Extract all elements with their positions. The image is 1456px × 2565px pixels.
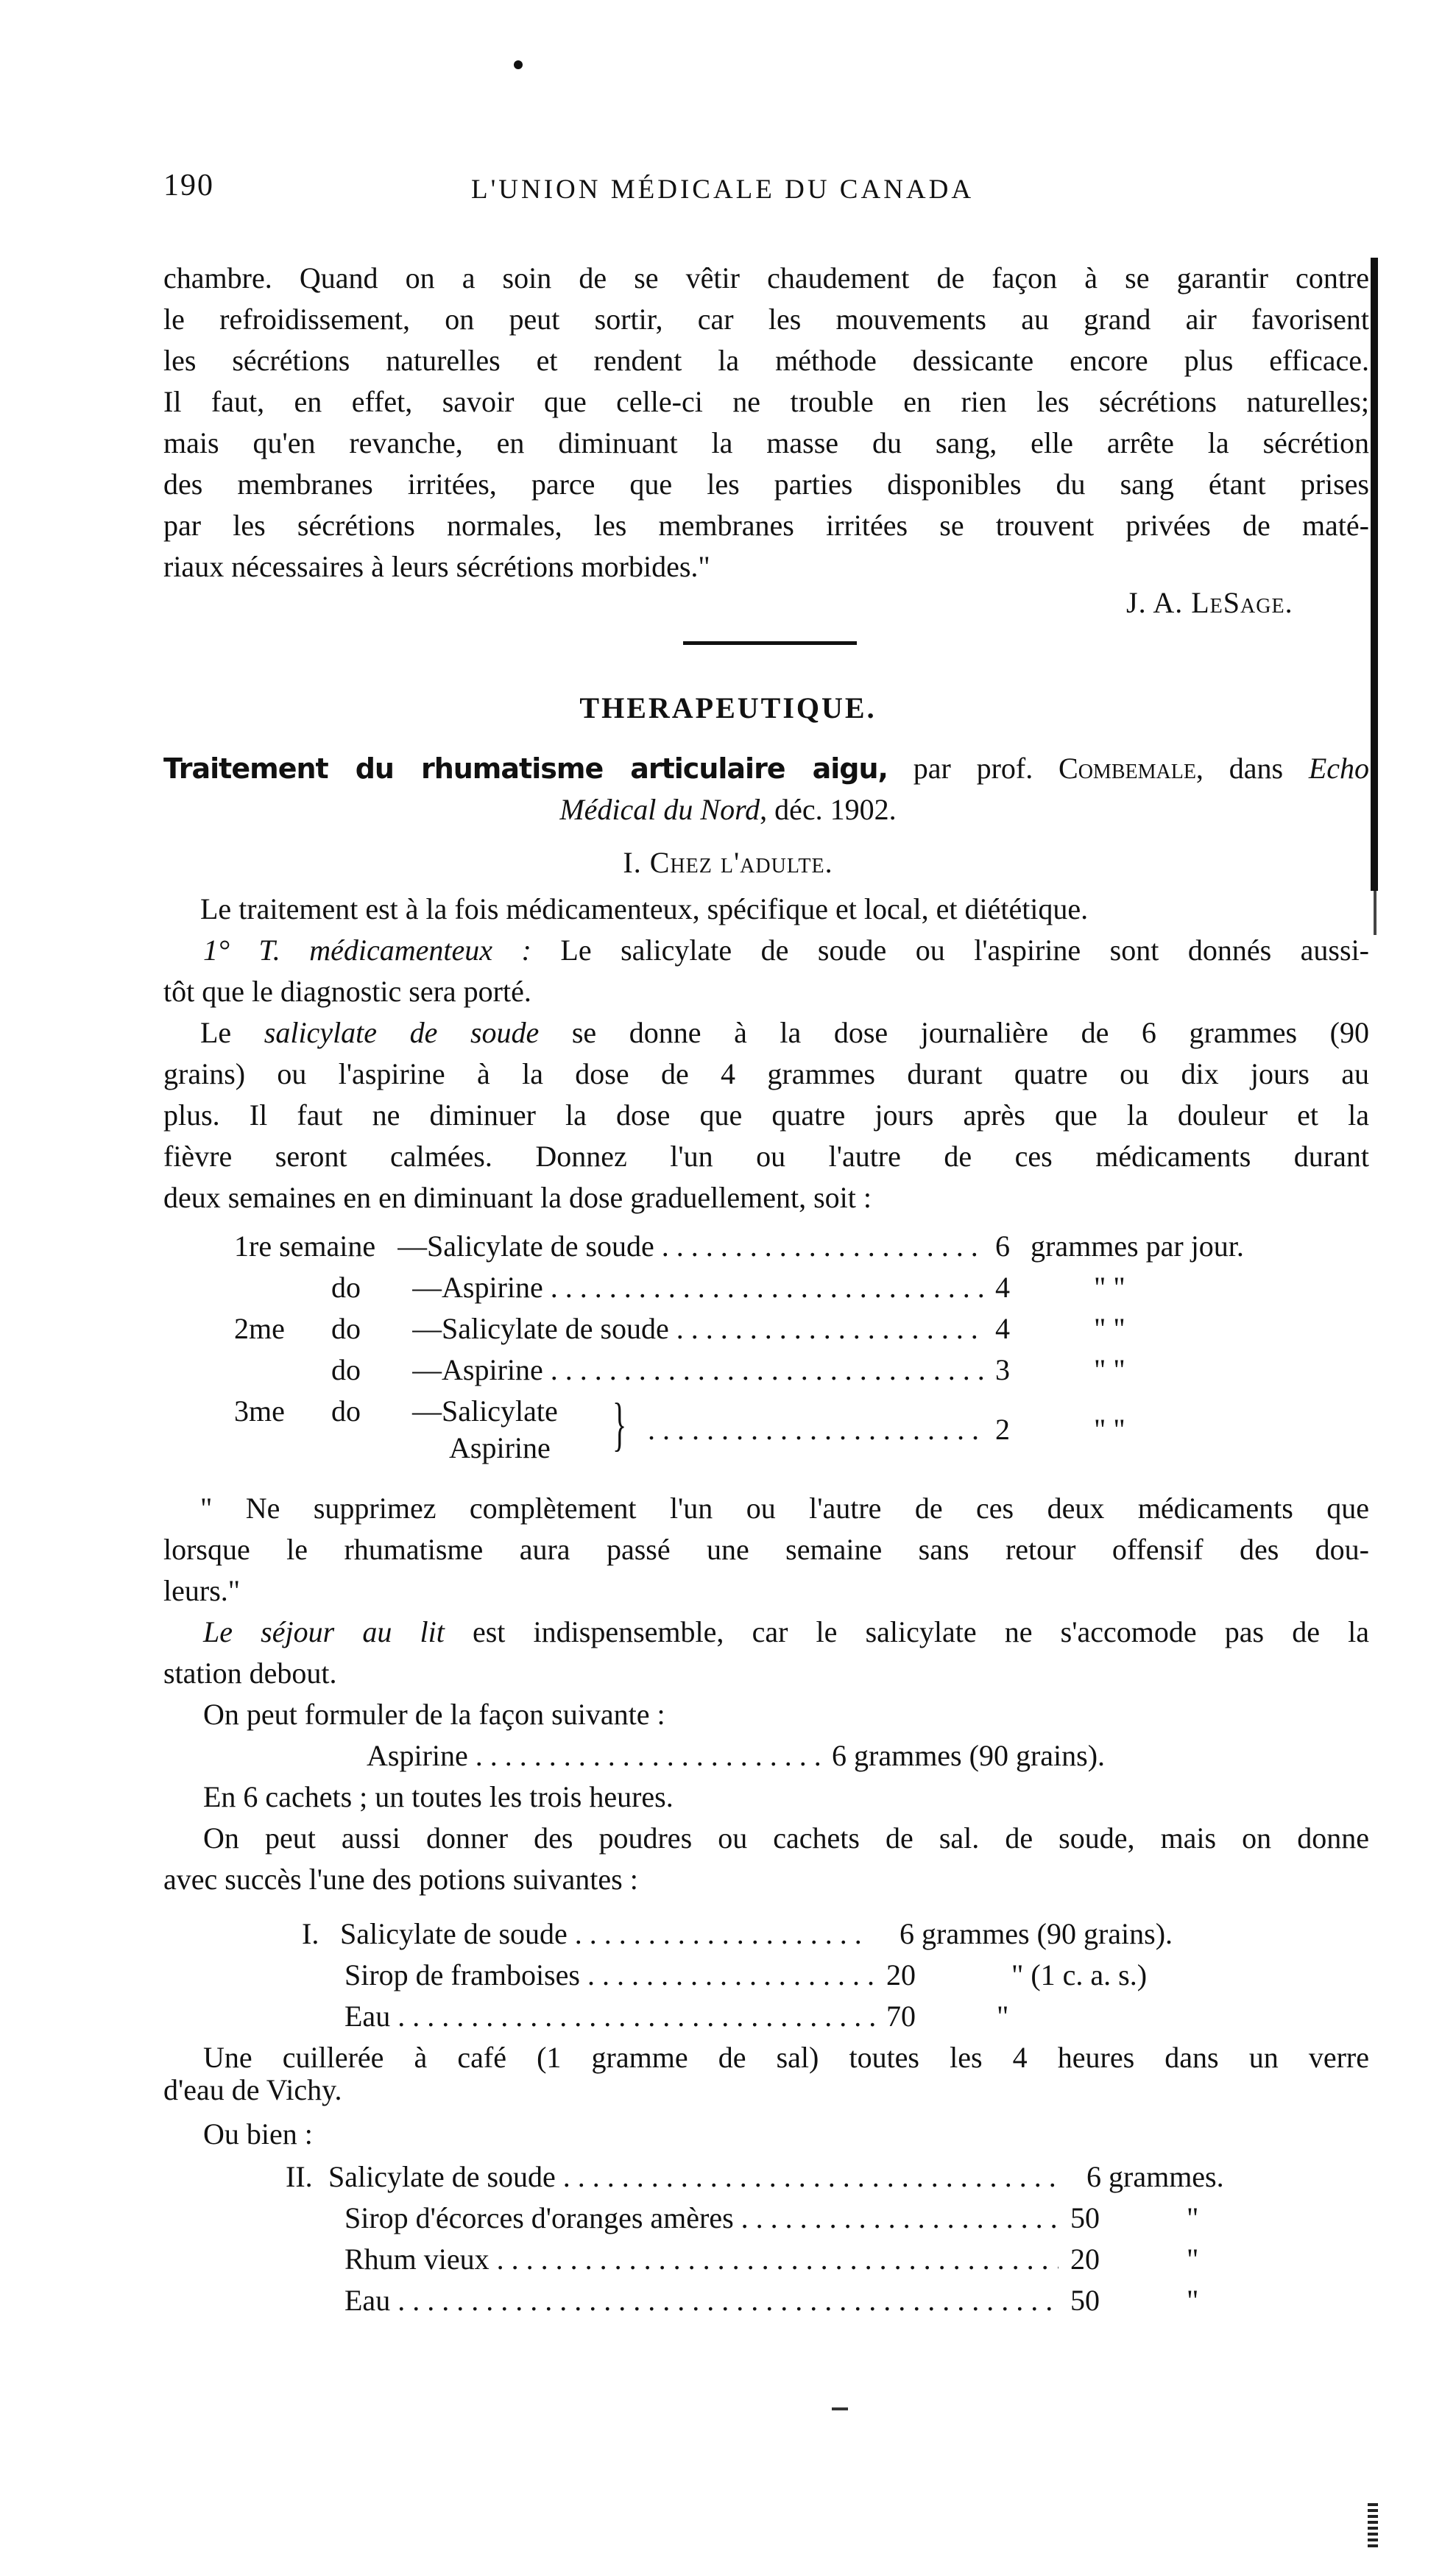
paragraph (200, 1012, 1369, 1054)
article-source (0, 789, 1456, 830)
schedule-unit: " " (1094, 1353, 1125, 1386)
text-line: Il faut, en effet, savoir que celle-ci ne trouble en rien les sécrétions naturelles; (163, 385, 1369, 418)
text-line: riaux nécessaires à leurs sécrétions morbides." (163, 550, 710, 583)
potion-qty: 50 (1070, 2201, 1100, 2234)
schedule-qty: 3 (995, 1353, 1010, 1386)
paragraph: En 6 cachets ; un toutes les trois heures. (203, 1780, 674, 1813)
paragraph: On peut aussi donner des poudres ou cachets de sal. de soude, mais on donne (203, 1821, 1369, 1855)
paragraph: On peut formuler de la façon suivante : (203, 1698, 665, 1731)
text-line: plus. Il faut ne diminuer la dose que quatre jours après que la douleur et la (163, 1098, 1369, 1132)
schedule-unit: " " (1094, 1312, 1125, 1345)
ink-dot (514, 60, 523, 69)
potion-number: I. (302, 1917, 319, 1950)
schedule-drug: —Salicylate (412, 1394, 558, 1428)
article-title-by: par prof. (887, 752, 1059, 785)
schedule-qty: 4 (995, 1271, 1010, 1304)
paragraph: Ou bien : (203, 2117, 313, 2151)
schedule-drug: —Salicylate de soude . . . (412, 1308, 986, 1349)
schedule-unit: " " (1094, 1413, 1125, 1446)
section-title: THERAPEUTIQUE. (579, 691, 877, 724)
running-head: L'UNION MÉDICALE DU CANADA (471, 174, 975, 205)
quote-line: " Ne supprimez complètement l'un ou l'autre de ces deux médicaments que (200, 1492, 1369, 1525)
paragraph (203, 930, 1369, 971)
paragraph-cont: avec succès l'une des potions suivantes : (163, 1863, 638, 1896)
schedule-unit: grammes par jour. (1031, 1229, 1244, 1263)
quote-line: leurs." (163, 1574, 241, 1607)
potion-unit: " (1 c. a. s.) (1011, 1958, 1148, 1991)
potion-drug: Salicylate de soude . . . (340, 1913, 870, 1955)
potion-qty: 50 (1070, 2284, 1100, 2317)
article-title (163, 748, 1369, 789)
potion-unit: " (997, 2000, 1009, 2033)
paragraph-cont: station debout. (163, 1657, 337, 1690)
schedule-qty: 4 (995, 1312, 1010, 1345)
scan-artifact (1368, 2503, 1378, 2547)
text-line: deux semaines en en diminuant la dose graduellement, soit : (163, 1181, 872, 1214)
schedule-leader (648, 1409, 986, 1450)
schedule-drug-2: Aspirine (449, 1431, 551, 1464)
page-number: 190 (163, 169, 214, 202)
section-rule (683, 641, 857, 645)
potion-unit: " (1187, 2284, 1199, 2317)
paragraph: Le traitement est à la fois médicamenteux, spécifique et local, et diététique. (200, 892, 1089, 925)
article-journal: Echo (1308, 752, 1369, 785)
schedule-unit: " " (1094, 1271, 1125, 1304)
potion-drug: Rhum vieux . . . (344, 2239, 1059, 2280)
article-journal-cont: Médical du Nord (559, 793, 760, 826)
article-title-in: , dans (1195, 752, 1309, 785)
quote-line: lorsque le rhumatisme aura passé une semaine sans retour offensif des dou- (163, 1533, 1369, 1566)
paragraph: Une cuillerée à café (1 gramme de sal) toutes les 4 heures dans un verre (203, 2041, 1369, 2074)
potion-drug: Eau . . . (344, 1996, 882, 2037)
binding-edge-fragment (1374, 891, 1377, 935)
text-line: les sécrétions naturelles et rendent la méthode dessicante encore plus efficace. (163, 344, 1369, 377)
text-line: chambre. Quand on a soin de se vêtir chaudement de façon à se garantir contre (163, 261, 1369, 294)
text-line: grains) ou l'aspirine à la dose de 4 grammes durant quatre ou dix jours au (163, 1057, 1369, 1090)
schedule-week: 1re semaine (234, 1229, 376, 1263)
para-text: se donne à la dose journalière de 6 grammes (90 (539, 1016, 1370, 1049)
schedule-ditto: do (331, 1271, 361, 1304)
text-line: le refroidissement, on peut sortir, car les mouvements au grand air favorisent (163, 303, 1369, 336)
potion-qty: 20 (886, 1958, 916, 1991)
article-date: , déc. 1902. (760, 793, 897, 826)
potion-qty: 6 grammes (90 grains). (900, 1917, 1173, 1950)
formula-drug: Aspirine . . . (367, 1735, 823, 1777)
signature: J. A. LeSage. (1126, 586, 1293, 619)
schedule-drug: —Aspirine . . . (412, 1349, 986, 1391)
potion-qty: 20 (1070, 2243, 1100, 2276)
potion-unit: " (1187, 2201, 1199, 2234)
formula-qty: 6 grammes (90 grains). (832, 1739, 1106, 1772)
schedule-qty: 6 (995, 1229, 1010, 1263)
potion-drug: Eau . . . (344, 2280, 1059, 2321)
potion-drug: Sirop de framboises . . . (344, 1955, 882, 1996)
potion-qty: 6 grammes. (1086, 2160, 1224, 2193)
para-label: 1° T. médicamenteux : (203, 934, 531, 967)
schedule-ditto: do (331, 1353, 361, 1386)
potion-qty: 70 (886, 2000, 916, 2033)
subheading: I. Chez l'adulte. (623, 846, 833, 879)
potion-drug: Salicylate de soude . . . (328, 2156, 1057, 2198)
text-line: fièvre seront calmées. Donnez l'un ou l'autre de ces médicaments durant (163, 1140, 1369, 1173)
paragraph-cont: d'eau de Vichy. (163, 2073, 342, 2106)
schedule-week: 2me (234, 1312, 285, 1345)
para-text: Le salicylate de soude ou l'aspirine sont donnés aussi- (531, 934, 1369, 967)
article-author: Combemale (1059, 752, 1196, 785)
potion-unit: " (1187, 2243, 1199, 2276)
paragraph (203, 1612, 1369, 1653)
para-label: salicylate de soude (264, 1016, 540, 1049)
para-text: est indispensemble, car le salicylate ne s'accomode pas de la (444, 1615, 1369, 1648)
potion-number: II. (286, 2160, 313, 2193)
schedule-qty: 2 (995, 1413, 1010, 1446)
para-label: Le séjour au lit (203, 1615, 445, 1648)
text-line: par les sécrétions normales, les membranes irritées se trouvent privées de maté- (163, 509, 1369, 542)
text-line: mais qu'en revanche, en diminuant la masse du sang, elle arrête la sécrétion (163, 426, 1369, 459)
para-lead: Le (200, 1016, 264, 1049)
schedule-drug: —Salicylate de soude . . . (397, 1226, 986, 1267)
paragraph-cont: tôt que le diagnostic sera porté. (163, 975, 531, 1008)
potion-drug: Sirop d'écorces d'oranges amères . . . (344, 2198, 1059, 2239)
brace-icon: } (612, 1392, 627, 1457)
schedule-week: 3me (234, 1394, 285, 1428)
schedule-ditto: do (331, 1312, 361, 1345)
text-line: des membranes irritées, parce que les parties disponibles du sang étant prises (163, 468, 1369, 501)
schedule-drug: —Aspirine . . . (412, 1267, 986, 1308)
ink-mark (832, 2407, 848, 2410)
article-title-bold: Traitement du rhumatisme articulaire aigu, (163, 752, 888, 785)
schedule-ditto: do (331, 1394, 361, 1428)
